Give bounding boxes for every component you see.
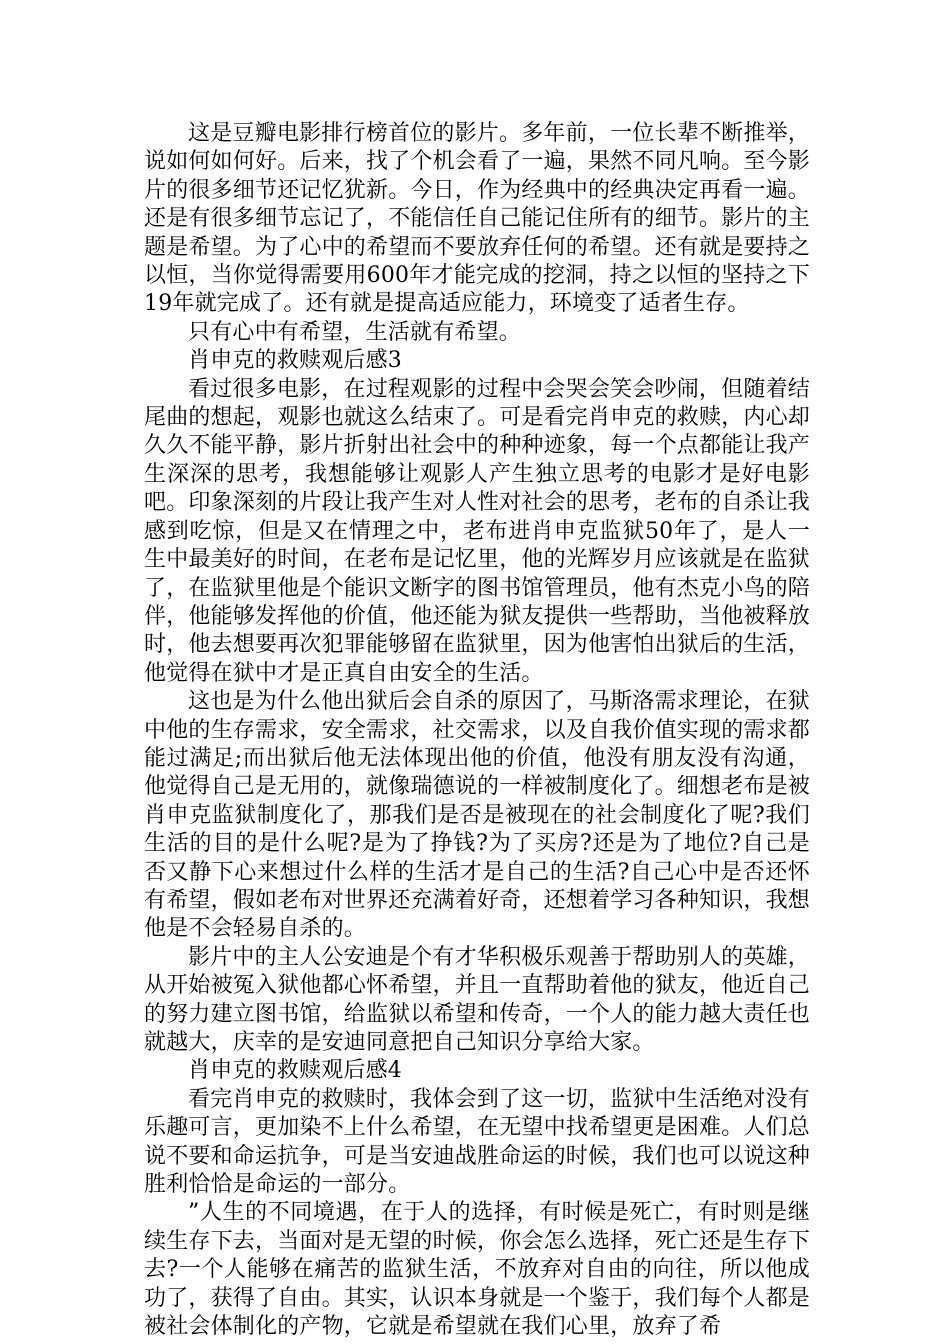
paragraph-7: ”人生的不同境遇，在于人的选择，有时候是死亡，有时则是继续生存下去，当面对是无望的时候，你会怎么选择，死亡还是生存下去?一个人能够在痛苦的监狱生活，不放弃对自由的向往，所以他成功了，获得了自由。其实，认识本身就是一个鉴于，我们每个人都是被社会体制化的产物，它就是希望就在我们心里，放弃了希 bbox=[144, 1200, 811, 1340]
paragraph-2: 只有心中有希望，生活就有希望。 bbox=[188, 319, 522, 345]
paragraph-5: 影片中的主人公安迪是个有才华积极乐观善于帮助别人的英雄，从开始被冤入狱他都心怀希望，并且一直帮助着他的狱友，他近自己的努力建立图书馆，给监狱以希望和传奇，一个人的能力越大责任也就越大，庆幸的是安迪同意把自己知识分享给大家。 bbox=[144, 944, 811, 1055]
section-heading-4: 肖申克的救赎观后感4 bbox=[188, 1058, 402, 1084]
document-body bbox=[144, 120, 810, 1341]
paragraph-4: 这也是为什么他出狱后会自杀的原因了，马斯洛需求理论，在狱中他的生存需求，安全需求，社交需求，以及自我价值实现的需求都能过满足;而出狱后他无法体现出他的价值，他没有朋友没有沟通，他觉得自己是无用的，就像瑞德说的一样被制度化了。细想老布是被肖申克监狱制度化了，那我们是否是被现在的社会制度化了呢?我们生活的目的是什么呢?是为了挣钱?为了买房?还是为了地位?自己是否又静下心来想过什么样的生活才是自己的生活?自己心中是否还怀有希望，假如老布对世界还充满着好奇，还想着学习各种知识，我想他是不会轻易自杀的。 bbox=[144, 689, 811, 942]
section-heading-3: 肖申克的救赎观后感3 bbox=[188, 348, 402, 374]
paragraph-3: 看过很多电影，在过程观影的过程中会哭会笑会吵闹，但随着结尾曲的想起，观影也就这么结束了。可是看完肖申克的救赎，内心却久久不能平静，影片折射出社会中的种种迹象，每一个点都能让我产生深深的思考，我想能够让观影人产生独立思考的电影才是好电影吧。印象深刻的片段让我产生对人性对社会的思考，老布的自杀让我感到吃惊，但是又在情理之中，老布进肖申克监狱50年了，是人一生中最美好的时间，在老布是记忆里，他的光辉岁月应该就是在监狱了，在监狱里他是个能识文断字的图书馆管理员，他有杰克小鸟的陪伴，他能够发挥他的价值，他还能为狱友提供一些帮助，当他被释放时，他去想要再次犯罪能够留在监狱里，因为他害怕出狱后的生活，他觉得在狱中才是正真自由安全的生活。 bbox=[144, 376, 811, 686]
paragraph-6: 看完肖申克的救赎时，我体会到了这一切，监狱中生活绝对没有乐趣可言，更加染不上什么希望，在无望中找希望更是困难。人们总说不要和命运抗争，可是当安迪战胜命运的时候，我们也可以说这种胜利恰恰是命运的一部分。 bbox=[144, 1086, 811, 1198]
paragraph-1: 这是豆瓣电影排行榜首位的影片。多年前，一位长辈不断推举，说如何如何好。后来，找了个机会看了一遍，果然不同凡响。至今影片的很多细节还记忆犹新。今日，作为经典中的经典决定再看一遍。还是有很多细节忘记了，不能信任自己能记住所有的细节。影片的主题是希望。为了心中的希望而不要放弃任何的希望。还有就是要持之以恒，当你觉得需要用600年才能完成的挖洞，持之以恒的坚持之下19年就完成了。还有就是提高适应能力，环境变了适者生存。 bbox=[144, 121, 811, 317]
